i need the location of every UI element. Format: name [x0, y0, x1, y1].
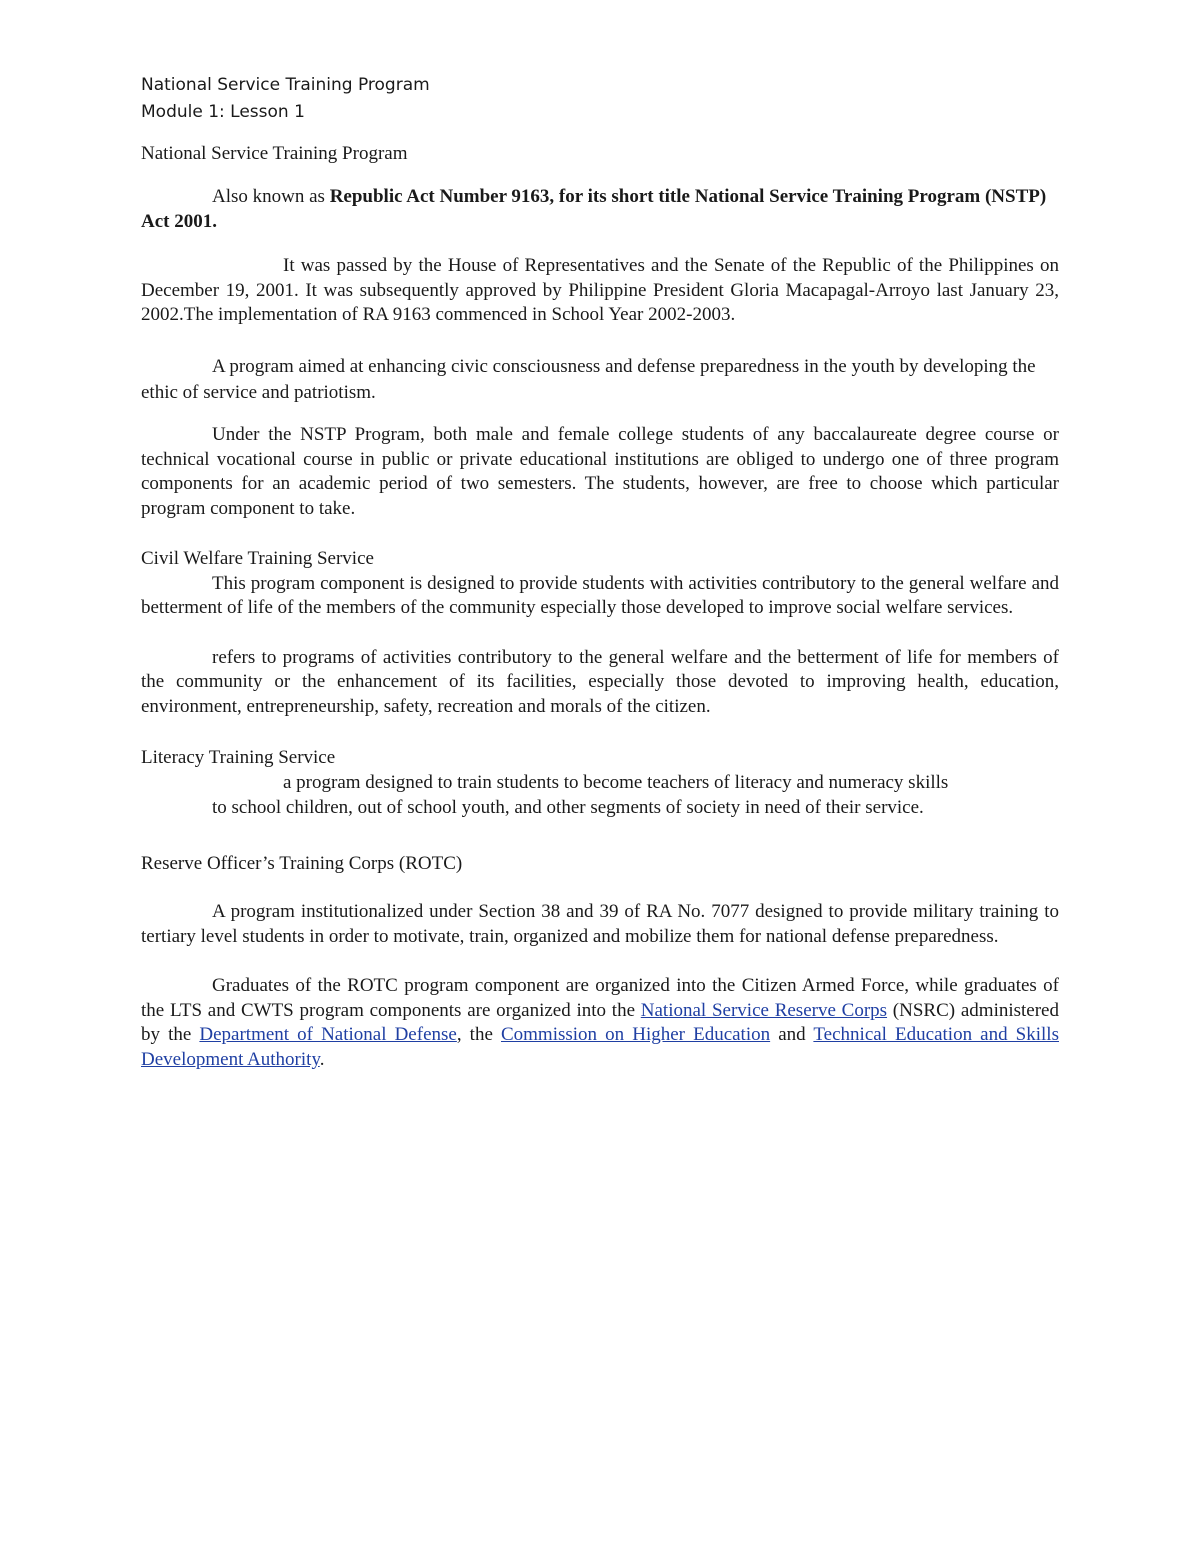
ched-link[interactable]: Commission on Higher Education: [500, 1024, 771, 1046]
rotc-p2-text-a: Graduates of the ROTC program component are organized into the Citizen Armed Force, while graduates of the LTS and CWTS program components are organized into the: [141, 975, 1059, 1021]
rotc-p2-text-b: (NSRC) administered by the: [141, 999, 1059, 1046]
intro-bold-act: Republic Act Number 9163, for its short title National Service Training Program (NSTP) Act 2001.: [141, 186, 1047, 232]
rotc-heading: Reserve Officer’s Training Corps (ROTC): [141, 853, 463, 874]
document-title: National Service Training Program: [141, 143, 408, 164]
cwts-paragraph-1: This program component is designed to provide students with activities contributory to the general welfare and betterment of life of the members of the community especially those developed to improve social welfare services.: [141, 572, 1059, 619]
dnd-link[interactable]: Department of National Defense: [199, 1024, 457, 1046]
lts-line-2: to school children, out of school youth, and other segments of society in need of their service.: [212, 796, 924, 818]
lts-heading: Literacy Training Service: [141, 747, 336, 768]
rotc-p2-text-e: .: [319, 1048, 325, 1070]
rotc-p2-text-c: , the: [456, 1024, 501, 1046]
cwts-heading: Civil Welfare Training Service: [141, 548, 374, 569]
rotc-paragraph-2: [141, 974, 1059, 1072]
aim-paragraph: A program aimed at enhancing civic consciousness and defense preparedness in the youth by developing the ethic of service and patriotism.: [141, 356, 1036, 403]
lts-line-1: a program designed to train students to become teachers of literacy and numeracy skills: [283, 772, 949, 793]
intro-paragraph: [141, 185, 1059, 234]
header-module-lesson: Module 1: Lesson 1: [141, 102, 305, 122]
header-program-name: National Service Training Program: [141, 75, 430, 95]
nsrc-link[interactable]: National Service Reserve Corps: [640, 999, 888, 1021]
cwts-paragraph-2: refers to programs of activities contributory to the general welfare and the betterment of life for members of the community or the enhancement of its facilities, especially those devoted to improving health, education, environment, entrepreneurship, safety, recreation and morals of the citizen.: [141, 646, 1059, 717]
passed-paragraph: It was passed by the House of Representatives and the Senate of the Republic of the Philippines on December 19, 2001. It was subsequently approved by Philippine President Gloria Macapagal-Arroyo last January 23, 2002.The implementation of RA 9163 commenced in School Year 2002-2003.: [141, 255, 1059, 326]
lts-paragraph: [141, 771, 1059, 820]
intro-prefix: Also known as: [212, 186, 330, 207]
rotc-paragraph-1: A program institutionalized under Section 38 and 39 of RA No. 7077 designed to provide military training to tertiary level students in order to motivate, train, organized and mobilize them for national defense preparedness.: [141, 901, 1059, 947]
rotc-p2-text-d: and: [770, 1024, 814, 1046]
under-paragraph: Under the NSTP Program, both male and female college students of any baccalaureate degree course or technical vocational course in public or private educational institutions are obliged to undergo one of three program components for an academic period of two semesters. The students, however, are free to choose which particular program component to take.: [141, 424, 1059, 519]
tesda-link[interactable]: Technical Education and Skills Development Authority: [141, 1024, 1059, 1070]
